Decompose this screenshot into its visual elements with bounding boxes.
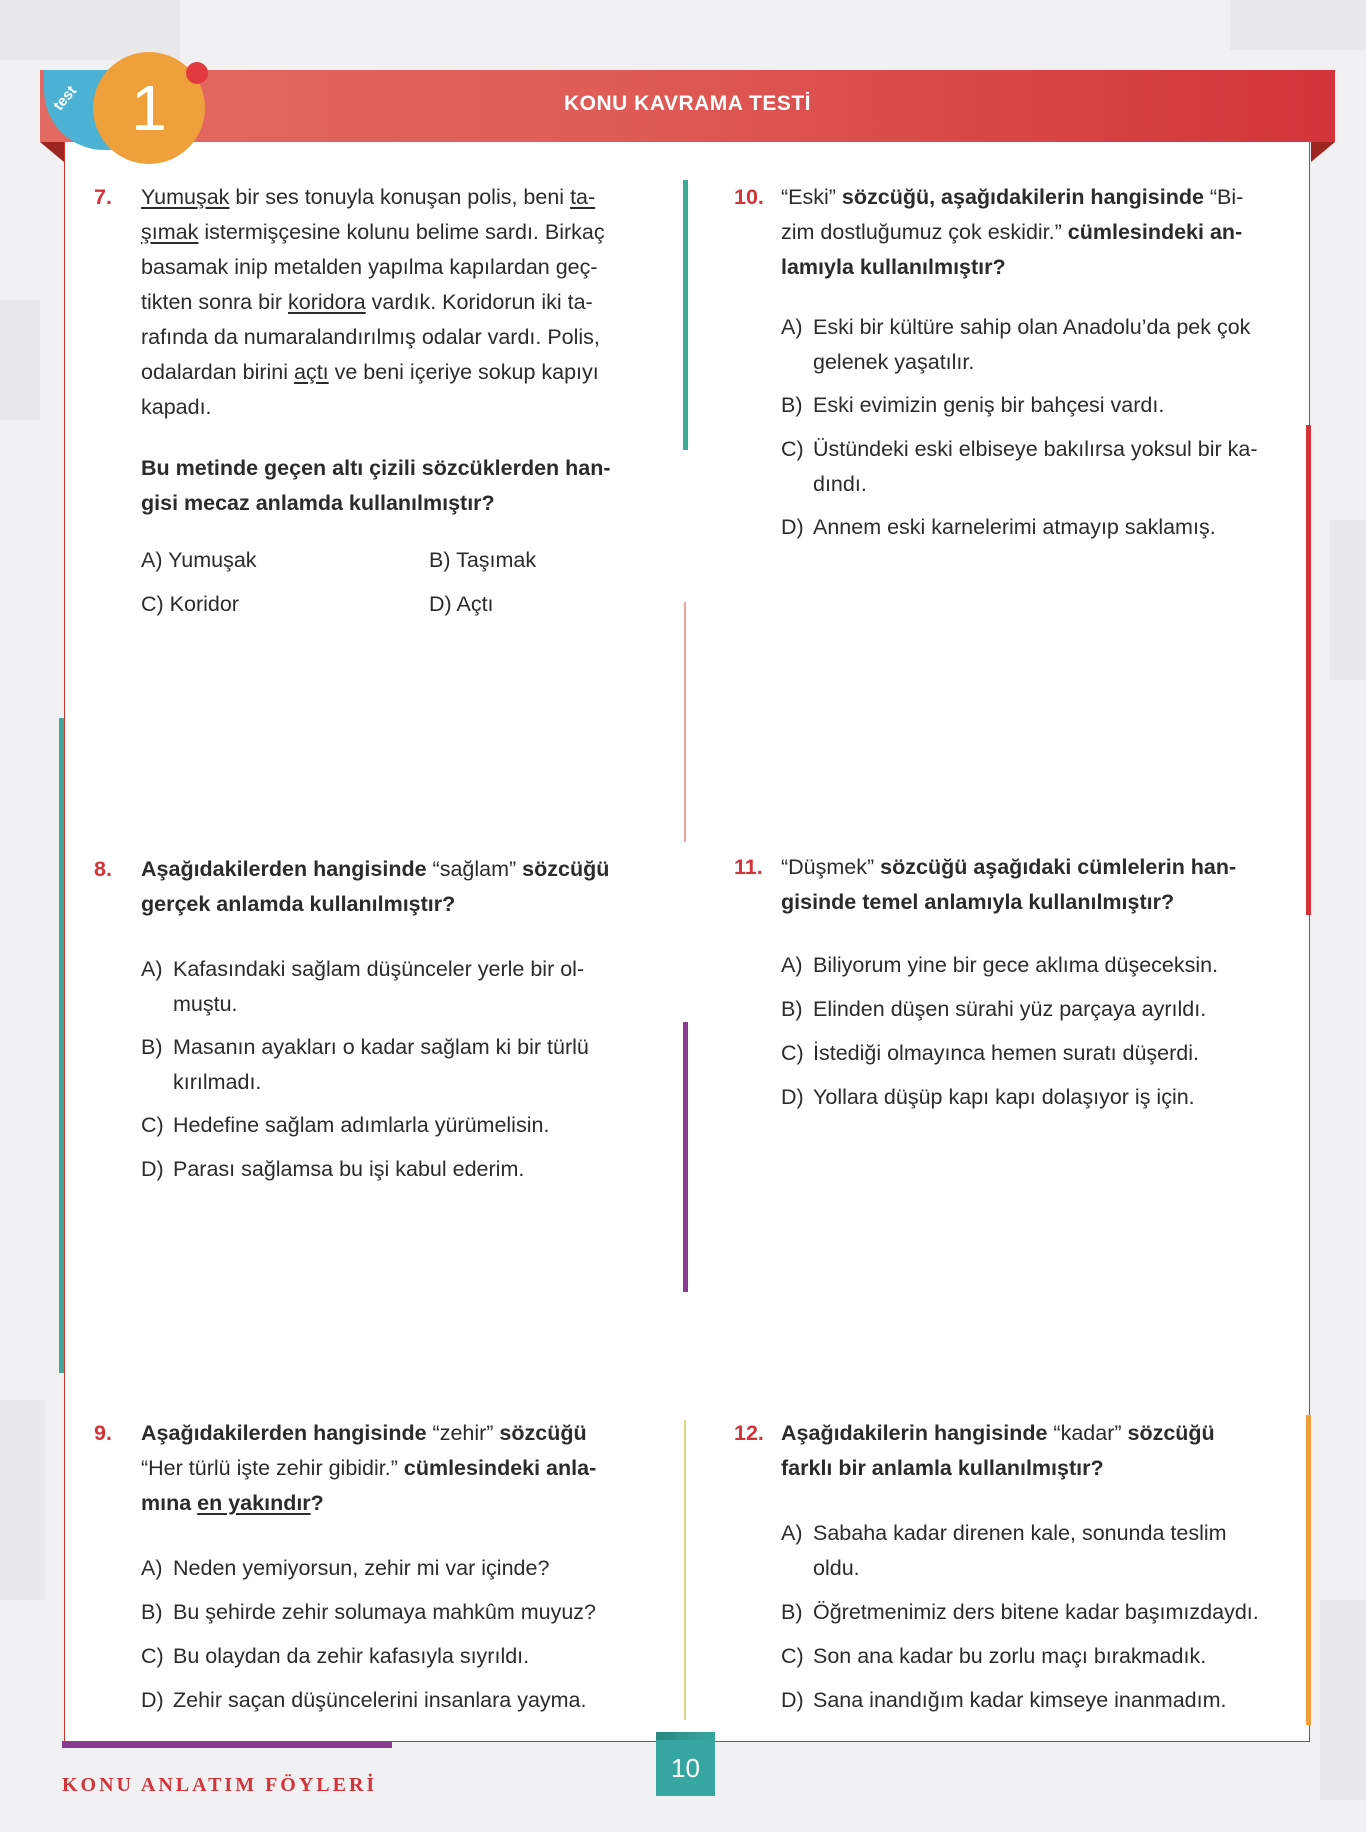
footer-accent-line (62, 1741, 392, 1748)
question-number: 11. (734, 855, 763, 879)
option-text (173, 952, 584, 1022)
text-fragment: ? (310, 1491, 324, 1515)
underlined-word: açtı (294, 360, 329, 384)
quoted-word: “kadar” (1053, 1421, 1122, 1445)
option-line: Üstündeki eski elbiseye bakılırsa yoksul bir ka- (813, 437, 1258, 461)
option-label: A) (141, 957, 163, 981)
text-line (781, 180, 1301, 215)
option-line: oldu. (813, 1556, 860, 1580)
text-line (781, 1416, 1301, 1451)
text-line (141, 355, 661, 390)
option-d[interactable]: D) Açtı (429, 592, 494, 616)
option-text: Elinden düşen sürahi yüz parçaya ayrıldı. (813, 997, 1207, 1021)
question-7 (94, 180, 654, 640)
option-text: Yollara düşüp kapı kapı dolaşıyor iş için. (813, 1085, 1195, 1109)
question-9 (94, 1416, 654, 1726)
text-line (781, 850, 1301, 885)
text-fragment: gerçek anlamda kullanılmıştır? (141, 892, 456, 916)
text-line (781, 1451, 1301, 1486)
text-line: kapadı. (141, 395, 212, 419)
option-label: D) (781, 1085, 804, 1109)
option-text: Eski evimizin geniş bir bahçesi vardı. (813, 393, 1165, 417)
option-label: A) (781, 1521, 803, 1545)
text-line: rafında da numaralandırılmış odalar vardı. Polis, (141, 325, 600, 349)
text-line (781, 215, 1301, 250)
quoted-word: “Eski” (781, 185, 836, 209)
underlined-word: ta- (570, 185, 596, 209)
question-text (141, 852, 661, 922)
text-fragment: Aşağıdakilerin hangisinde (781, 1421, 1054, 1445)
text-fragment: sözcüğü aşağıdaki cümlelerin han- (874, 855, 1237, 879)
badge-dot (186, 62, 208, 84)
page-title: KONU KAVRAMA TESTİ (564, 92, 811, 115)
option-label: C) (141, 1113, 164, 1137)
question-text (141, 1416, 661, 1521)
question-8 (94, 852, 654, 1192)
text-line (141, 285, 661, 320)
option-line: Kafasındaki sağlam düşünceler yerle bir ol- (173, 957, 585, 981)
option-label: C) (141, 1644, 164, 1668)
text-fragment: sözcüğü, aşağıdakilerin hangisinde (835, 185, 1210, 209)
option-label: C) (781, 1644, 804, 1668)
prompt-line: Bu metinde geçen altı çizili sözcüklerden han- (141, 456, 611, 480)
text-line (141, 215, 661, 250)
question-10 (734, 180, 1294, 560)
option-text (173, 1030, 589, 1100)
red-divider-line (684, 602, 686, 842)
underlined-word: koridora (287, 290, 366, 314)
option-text: Annem eski karnelerimi atmayıp saklamış. (813, 515, 1216, 539)
option-label: D) (781, 515, 804, 539)
text-fragment: lamıyla kullanılmıştır? (781, 255, 1006, 279)
series-title: KONU ANLATIM FÖYLERİ (62, 1774, 378, 1796)
page-number: 10 (656, 1740, 715, 1796)
background-tile (1320, 1600, 1366, 1800)
text-fragment: istermişçesine kolunu belime sardı. Birkaç (198, 220, 605, 244)
option-text: Parası sağlamsa bu işi kabul ederim. (173, 1157, 525, 1181)
quoted-word: “Düşmek” (781, 855, 875, 879)
question-number: 8. (94, 857, 112, 881)
text-fragment: odalardan birini (141, 360, 294, 384)
teal-accent-bar (683, 180, 688, 450)
option-a[interactable]: A) Yumuşak (141, 548, 257, 572)
option-line: Eski bir kültüre sahip olan Anadolu’da pek çok (813, 315, 1251, 339)
text-line (141, 1486, 661, 1521)
option-label: B) (781, 1600, 803, 1624)
underlined-word: Yumuşak (141, 185, 230, 209)
question-number: 9. (94, 1421, 112, 1445)
ribbon-fold-right (1311, 142, 1335, 162)
question-text (141, 180, 661, 521)
option-line: kırılmadı. (173, 1070, 262, 1094)
text-fragment: Aşağıdakilerden hangisinde (141, 857, 433, 881)
question-text (781, 1416, 1301, 1486)
text-fragment: cümlesindeki anla- (397, 1456, 597, 1480)
question-prompt (141, 451, 661, 521)
question-11 (734, 850, 1294, 1130)
text-fragment: farklı bir anlamla kullanılmıştır? (781, 1456, 1104, 1480)
option-label: C) (781, 1041, 804, 1065)
page-number-fold (656, 1732, 715, 1740)
ribbon-fold-left (40, 142, 64, 162)
option-label: B) (781, 997, 803, 1021)
purple-accent-bar (683, 1022, 688, 1292)
question-number: 7. (94, 185, 112, 209)
option-text: Bu olaydan da zehir kafasıyla sıyrıldı. (173, 1644, 530, 1668)
quoted-sentence: “Bi- (1209, 185, 1244, 209)
text-line (141, 852, 661, 887)
text-fragment: sözcüğü (1121, 1421, 1215, 1445)
text-fragment: ve beni içeriye sokup kapıyı (328, 360, 599, 384)
text-line (141, 887, 661, 922)
option-label: B) (141, 1035, 163, 1059)
option-text: Son ana kadar bu zorlu maçı bırakmadık. (813, 1644, 1207, 1668)
option-text: Bu şehirde zehir solumaya mahkûm muyuz? (173, 1600, 597, 1624)
option-text: Hedefine sağlam adımlarla yürümelisin. (173, 1113, 550, 1137)
background-tile (0, 0, 180, 60)
option-c[interactable]: C) Koridor (141, 592, 239, 616)
option-text: İstediği olmayınca hemen suratı düşerdi. (813, 1041, 1200, 1065)
option-line: Sabaha kadar direnen kale, sonunda teslim (813, 1521, 1227, 1545)
question-number: 12. (734, 1421, 764, 1445)
option-label: B) (141, 1600, 163, 1624)
text-line (781, 250, 1301, 285)
option-line: muştu. (173, 992, 238, 1016)
text-line (781, 885, 1301, 920)
text-line: basamak inip metalden yapılma kapılardan geç- (141, 255, 598, 279)
option-line: gelenek yaşatılır. (813, 350, 975, 374)
test-number: 1 (131, 72, 167, 144)
quoted-word: “sağlam” (432, 857, 517, 881)
option-label: D) (141, 1157, 164, 1181)
option-line: Masanın ayakları o kadar sağlam ki bir türlü (173, 1035, 589, 1059)
text-fragment: gisinde temel anlamıyla kullanılmıştır? (781, 890, 1175, 914)
question-12 (734, 1416, 1294, 1736)
question-number: 10. (734, 185, 764, 209)
text-fragment: tikten sonra bir (141, 290, 288, 314)
option-text: Öğretmenimiz ders bitene kadar başımızdaydı. (813, 1600, 1259, 1624)
option-label: D) (781, 1688, 804, 1712)
background-tile (1330, 520, 1366, 680)
option-text (813, 1516, 1227, 1586)
prompt-line: gisi mecaz anlamda kullanılmıştır? (141, 491, 495, 515)
badge-test-label: test (50, 82, 81, 114)
yellow-divider-line (684, 1420, 686, 1720)
option-text: Biliyorum yine bir gece aklıma düşeceksin. (813, 953, 1219, 977)
question-text (781, 850, 1301, 920)
quoted-sentence: “Her türlü işte zehir gibidir.” (141, 1456, 398, 1480)
option-label: A) (781, 315, 803, 339)
option-text: Zehir saçan düşüncelerini insanlara yayma. (173, 1688, 587, 1712)
background-tile (0, 300, 40, 420)
quoted-sentence: zim dostluğumuz çok eskidir.” (781, 220, 1062, 244)
option-b[interactable]: B) Taşımak (429, 548, 537, 572)
text-fragment: sözcüğü (493, 1421, 587, 1445)
option-text (813, 310, 1250, 380)
background-tile (1230, 0, 1366, 50)
red-accent-bar (1306, 425, 1311, 915)
underlined-phrase: en yakındır (197, 1491, 311, 1515)
option-label: A) (141, 1556, 163, 1580)
text-line (141, 1451, 661, 1486)
text-fragment: bir ses tonuyla konuşan polis, beni (229, 185, 571, 209)
text-fragment: cümlesindeki an- (1061, 220, 1243, 244)
underlined-word: şımak (141, 220, 199, 244)
text-fragment: mına (141, 1491, 198, 1515)
header-ribbon (40, 70, 1335, 142)
text-fragment: sözcüğü (516, 857, 610, 881)
option-label: C) (781, 437, 804, 461)
option-label: B) (781, 393, 803, 417)
text-fragment: vardık. Koridorun iki ta- (365, 290, 593, 314)
option-label: A) (781, 953, 803, 977)
teal-accent-bar-left (59, 718, 64, 1373)
option-text: Neden yemiyorsun, zehir mi var içinde? (173, 1556, 550, 1580)
option-text (813, 432, 1258, 502)
option-text: Sana inandığım kadar kimseye inanmadım. (813, 1688, 1227, 1712)
option-label: D) (141, 1688, 164, 1712)
text-line (141, 1416, 661, 1451)
question-text (781, 180, 1301, 285)
orange-accent-bar (1306, 1415, 1311, 1725)
option-line: dındı. (813, 472, 867, 496)
background-tile (0, 1400, 45, 1600)
quoted-word: “zehir” (432, 1421, 494, 1445)
text-fragment: Aşağıdakilerden hangisinde (141, 1421, 433, 1445)
text-line (141, 180, 661, 215)
